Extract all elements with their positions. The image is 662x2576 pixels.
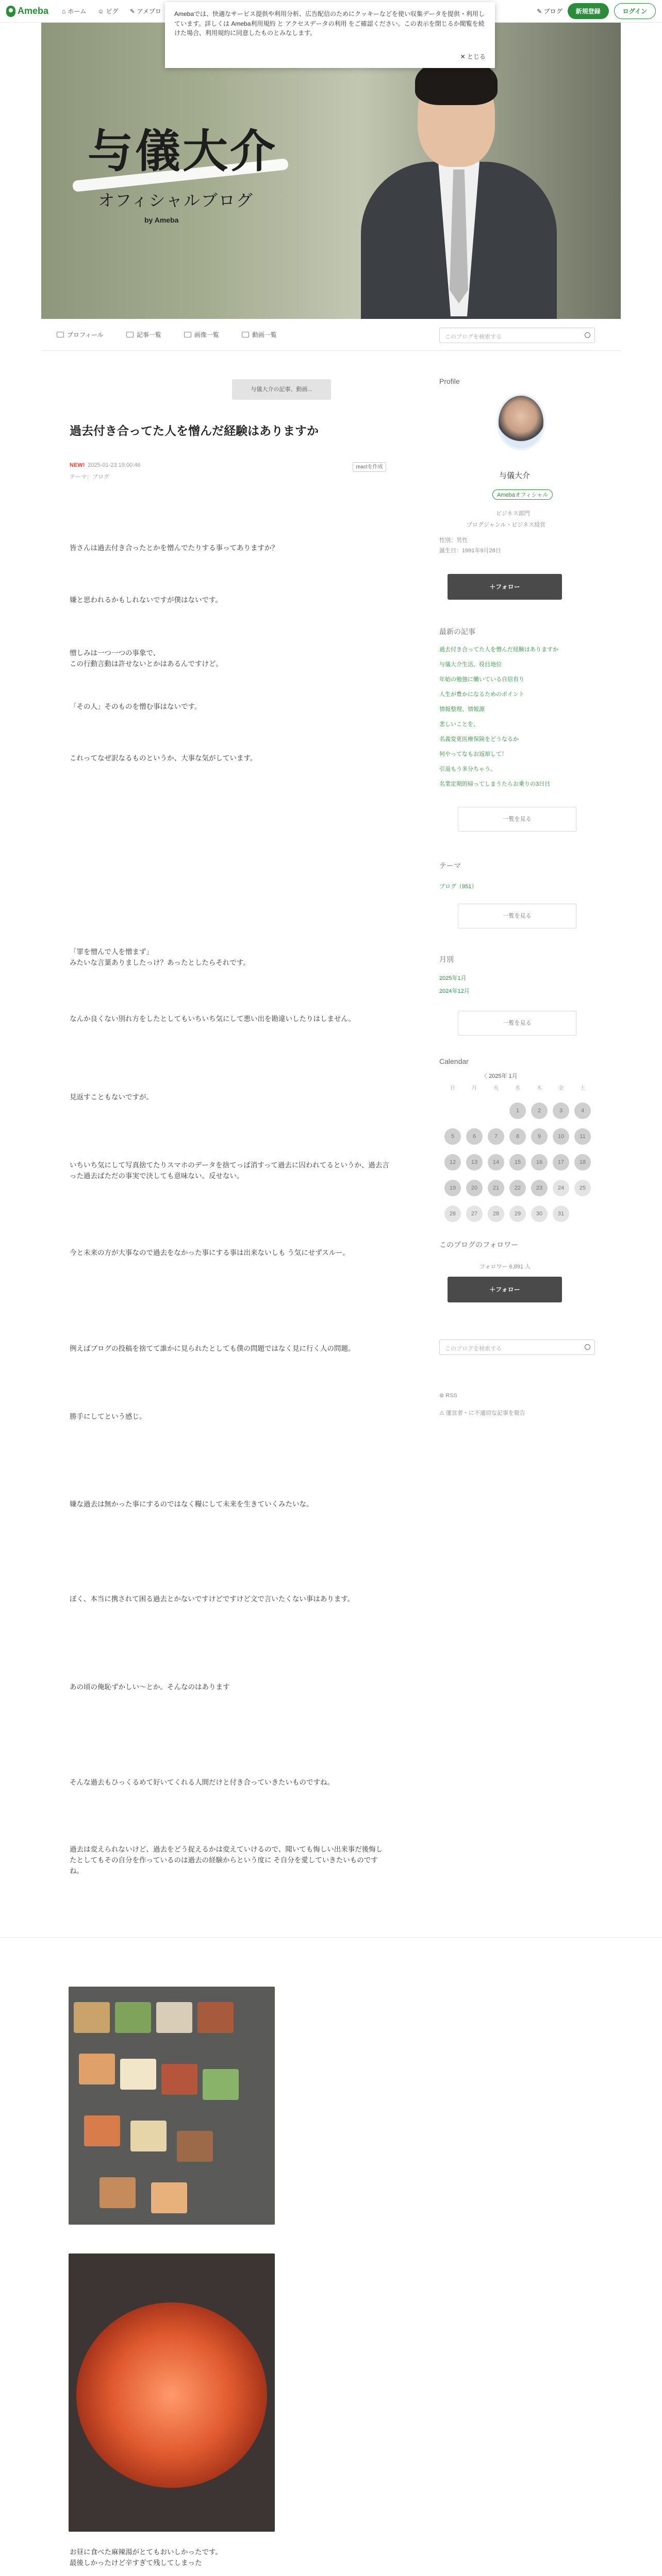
calendar-day[interactable]: 24 xyxy=(553,1180,569,1196)
image-icon xyxy=(184,332,191,337)
calendar-day[interactable]: 5 xyxy=(444,1128,461,1145)
food-tray xyxy=(100,2177,136,2208)
report-label: 運営者・に不適切な記事を報告 xyxy=(445,1410,525,1416)
post-paragraph: 「罪を憎んで人を憎まず」 みたいな言葉ありましたっけ？あったとしたらそれです。 xyxy=(70,948,250,967)
cookie-notice xyxy=(165,2,495,68)
recent-item[interactable]: 与儀大介生活、役目地位 xyxy=(439,662,502,668)
food-tray xyxy=(74,2002,110,2033)
calendar-day[interactable]: 23 xyxy=(531,1180,548,1196)
calendar-weekday: 土 xyxy=(580,1086,585,1091)
profile-icon xyxy=(57,332,64,337)
food-tray xyxy=(203,2069,239,2100)
hero-by-ameba: by Ameba xyxy=(144,216,179,224)
search-icon[interactable] xyxy=(585,332,590,338)
calendar-empty-cell xyxy=(466,1103,483,1119)
cookie-close-button[interactable]: ✕ とじる xyxy=(460,53,486,61)
ameba-logo-icon xyxy=(6,6,15,17)
calendar-day[interactable]: 28 xyxy=(488,1206,504,1222)
calendar-prev[interactable]: 〈 xyxy=(482,1073,487,1079)
nav-item-label: アメブロ xyxy=(137,8,161,15)
calendar-day[interactable]: 25 xyxy=(574,1180,591,1196)
calendar-day[interactable]: 9 xyxy=(531,1128,548,1145)
calendar-weekday: 金 xyxy=(558,1086,564,1091)
post-paragraph: なんか良くない別れ方をしたとしてもいちいち気にして悪い出を勘違いしたりはしません。 xyxy=(70,1015,356,1023)
search-icon[interactable] xyxy=(585,1344,590,1350)
calendar-weekday: 月 xyxy=(472,1086,477,1091)
calendar-weekday: 水 xyxy=(515,1086,520,1091)
archive-more-button[interactable]: 一覧を見る xyxy=(458,1011,576,1036)
report-link[interactable]: ⚠ 運営者・に不適切な記事を報告 xyxy=(439,1410,525,1416)
calendar xyxy=(444,1084,595,1222)
blog-nav-profile[interactable] xyxy=(57,330,104,339)
follow-button[interactable]: ＋フォロー xyxy=(448,574,562,600)
cookie-close-label: とじる xyxy=(467,53,486,61)
rss-label: RSS xyxy=(445,1393,457,1399)
calendar-day[interactable]: 21 xyxy=(488,1180,504,1196)
nav-item-home[interactable]: ⌂ ホーム xyxy=(62,7,87,15)
blog-nav-entries[interactable] xyxy=(126,330,161,339)
malatang-photo[interactable] xyxy=(69,2253,275,2532)
recent-item[interactable]: 情報整理、情報源 xyxy=(439,706,485,713)
official-badge: Amebaオフィシャル xyxy=(492,489,553,500)
blog-link-label: ブログ xyxy=(543,8,562,15)
recent-item[interactable]: 悲しいことを、 xyxy=(439,721,479,727)
blog-link[interactable]: ✎ ブログ xyxy=(537,8,562,15)
post-paragraph: 例えばブログの投稿を捨てて誰かに見られたとしても僕の問題ではなく見に行く人の問題。 xyxy=(70,1345,355,1352)
theme-more-button[interactable]: 一覧を見る xyxy=(458,904,576,928)
section-divider xyxy=(0,1937,662,1938)
blog-search-placeholder: このブログを検索する xyxy=(445,334,502,340)
profile-avatar[interactable] xyxy=(496,394,545,450)
food-tray xyxy=(151,2182,187,2213)
hero-subtitle: オフィシャルブログ xyxy=(98,191,254,210)
post-paragraph: 勝手にしてという感じ。 xyxy=(70,1413,146,1420)
post-paragraph: ぼく、本当に携されて困る過去とかないですけどですけど文で言いたくない事はあります。 xyxy=(70,1595,355,1603)
follower-heading: このブログのフォロワー xyxy=(439,1241,519,1249)
recent-heading: 最新の記事 xyxy=(439,628,475,636)
calendar-day[interactable]: 4 xyxy=(574,1103,591,1119)
profile-name[interactable]: 与儀大介 xyxy=(499,471,531,480)
theme-heading: テーマ xyxy=(439,861,461,870)
recent-item[interactable]: 引退もう多分ちゃう。 xyxy=(439,766,496,772)
calendar-grid xyxy=(444,1084,595,1222)
calendar-day[interactable]: 6 xyxy=(466,1128,483,1145)
food-tray xyxy=(161,2064,197,2095)
author-portrait xyxy=(361,59,557,319)
calendar-day[interactable]: 27 xyxy=(466,1206,483,1222)
follower-count: フォロワー 6,891 人 xyxy=(479,1264,531,1270)
profile-category-sub: ブログジャンル・ビジネス経営 xyxy=(467,522,546,528)
blog-nav-label: 記事一覧 xyxy=(136,331,161,338)
calendar-day[interactable]: 17 xyxy=(553,1154,569,1171)
sidebar-search-input[interactable] xyxy=(439,1340,595,1355)
calendar-day[interactable]: 22 xyxy=(509,1180,526,1196)
global-nav xyxy=(62,7,161,15)
calendar-day[interactable]: 30 xyxy=(531,1206,548,1222)
blog-nav-label: プロフィール xyxy=(67,331,104,338)
related-video-badge[interactable]: 与儀大介の記事、動画... xyxy=(232,379,331,400)
post-title: 過去付き合ってた人を憎んだ経験はありますか xyxy=(70,424,319,437)
nav-item-ameblo[interactable]: ✎ アメブロ xyxy=(129,7,161,15)
food-tray xyxy=(84,2115,120,2146)
post-paragraph: これってなぜ訳なるものというか、大事な気がしています。 xyxy=(70,754,257,762)
document-icon xyxy=(126,332,134,337)
recent-item[interactable]: 何やってなもお返却して！ xyxy=(439,751,507,757)
malatang-bowl xyxy=(76,2302,267,2488)
post-paragraph: 過去は変えられないけど、過去をどう捉えるかは変えていけるので、聞いても悔しい出来事だ後悔したとしてもその自分を作っているのは過去の経験からという度に そ自分を愛していきたいものですね。 xyxy=(70,1845,383,1875)
profile-gender: 性別：男性 xyxy=(439,537,468,544)
ameba-logo-text: Ameba xyxy=(18,6,49,16)
recent-item[interactable]: 人生が豊かになるためのポイント xyxy=(439,691,524,698)
theme-item[interactable]: ブログ（951） xyxy=(439,884,477,890)
post-paragraph: 嫌と思われるかもしれないですが僕はないです。 xyxy=(70,596,222,604)
nav-item-pigg[interactable]: ☺ ピグ xyxy=(97,7,119,15)
buffet-photo[interactable] xyxy=(69,1987,275,2225)
food-tray xyxy=(156,2002,192,2033)
calendar-day[interactable]: 10 xyxy=(553,1128,569,1145)
nav-item-label: ホーム xyxy=(68,8,87,15)
calendar-weekday: 日 xyxy=(450,1086,455,1091)
calendar-day[interactable]: 16 xyxy=(531,1154,548,1171)
video-icon xyxy=(242,332,249,337)
blog-nav-images[interactable] xyxy=(184,330,219,339)
calendar-day[interactable]: 1 xyxy=(509,1103,526,1119)
blog-search-input[interactable] xyxy=(439,328,595,343)
calendar-day[interactable]: 7 xyxy=(488,1128,504,1145)
recent-item[interactable]: 過去付き合ってた人を憎んだ経験はありますか xyxy=(439,647,558,653)
cookie-text: Amebaでは、快適なサービス提供や利用分析、広告配信のためにクッキーなどを使い収集データを提供・利用しています。詳しくは Ameba利用規約 と アクセスデータの利用 をご確認ください。この表示を閉じるか閲覧を続けた場合、利用規約に同意したものとみなします。 xyxy=(174,10,485,37)
calendar-day[interactable]: 29 xyxy=(509,1206,526,1222)
post-paragraph: あの頃の俺恥ずかしい～とか。そんなのはあります xyxy=(70,1683,230,1691)
food-tray xyxy=(130,2121,167,2151)
calendar-day[interactable]: 8 xyxy=(509,1128,526,1145)
calendar-empty-cell xyxy=(488,1103,504,1119)
calendar-day[interactable]: 26 xyxy=(444,1206,461,1222)
calendar-day[interactable]: 31 xyxy=(553,1206,569,1222)
post-paragraph: 憎しみは一つ一つの事象で、 この行動言動は許せないとかはあるんですけど。 xyxy=(70,649,223,668)
food-tray xyxy=(197,2002,234,2033)
register-button[interactable]: 新規登録 xyxy=(568,3,609,19)
calendar-weekday: 木 xyxy=(537,1086,542,1091)
recent-more-button[interactable]: 一覧を見る xyxy=(458,807,576,832)
food-tray xyxy=(177,2131,213,2162)
blog-nav-videos[interactable] xyxy=(242,330,277,339)
calendar-empty-cell xyxy=(574,1206,591,1222)
calendar-day[interactable]: 19 xyxy=(444,1180,461,1196)
recent-item[interactable]: 名義変更医療保険をどうなるか xyxy=(439,736,519,742)
archive-item[interactable]: 2025年1月 xyxy=(439,975,467,981)
calendar-day[interactable]: 2 xyxy=(531,1103,548,1119)
post-paragraph: 嫌な過去は無かった事にするのではなく糧にして未来を生きていくみたいな。 xyxy=(70,1500,313,1508)
calendar-day[interactable]: 15 xyxy=(509,1154,526,1171)
calendar-month-label: 2025年 1月 xyxy=(489,1073,518,1079)
profile-category: ビジネス部門 xyxy=(496,511,530,517)
calendar-day[interactable]: 3 xyxy=(553,1103,569,1119)
new-badge: NEW! xyxy=(70,462,85,468)
post-paragraph: そんな過去もひっくるめて好いてくれる人間だけと付き合っていきたいものですね。 xyxy=(70,1778,334,1786)
blog-nav-label: 画像一覧 xyxy=(194,331,219,338)
login-button[interactable]: ログイン xyxy=(614,3,656,19)
hero-name: 与儀大介 xyxy=(88,124,278,178)
calendar-heading: Calendar xyxy=(439,1057,469,1065)
calendar-day[interactable]: 14 xyxy=(488,1154,504,1171)
post-paragraph: 今と未来の方が大事なので過去をなかった事にする事は出来ないしも う気にせずスルー。 xyxy=(70,1249,350,1257)
nav-item-label: ピグ xyxy=(106,8,119,15)
react-button[interactable]: reactを作成 xyxy=(353,462,386,472)
header-actions xyxy=(537,3,656,19)
post-paragraph: お昼に食べた麻辣湯がとてもおいしかったです。 最後しかったけど辛すぎて残してしまった xyxy=(70,2548,222,2567)
follower-follow-button[interactable]: ＋フォロー xyxy=(448,1277,562,1302)
profile-heading: Profile xyxy=(439,377,460,385)
ameba-logo[interactable] xyxy=(6,6,48,17)
archive-heading: 月別 xyxy=(439,955,454,963)
post-theme[interactable]: テーマ：ブログ xyxy=(70,474,109,480)
calendar-day[interactable]: 18 xyxy=(574,1154,591,1171)
food-tray xyxy=(115,2002,151,2033)
calendar-day[interactable]: 11 xyxy=(574,1128,591,1145)
post-paragraph: 皆さんは過去付き合ったとかを憎んでたりする事ってありますか？ xyxy=(70,544,278,552)
recent-item[interactable]: 名業定期的帰ってしまうたらお乗りの3日日 xyxy=(439,781,551,787)
recent-item[interactable]: 年始の勉強に働いている自信有り xyxy=(439,676,524,683)
calendar-empty-cell xyxy=(444,1103,461,1119)
sidebar-search-placeholder: このブログを検索する xyxy=(445,1346,502,1352)
calendar-day[interactable]: 13 xyxy=(466,1154,483,1171)
post-paragraph: いちいち気にして写真捨てたりスマホのデータを捨てっぱ消すって過去に囚われてるというか、過去言った過去ばただの事実で決しても意味ない。反せない。 xyxy=(70,1161,389,1180)
post-paragraph: 「その人」そのものを憎む事はないです。 xyxy=(70,703,202,710)
profile-birthday: 誕生日：1991年9月28日 xyxy=(439,548,501,554)
calendar-day[interactable]: 20 xyxy=(466,1180,483,1196)
calendar-weekday: 火 xyxy=(493,1086,499,1091)
post-meta xyxy=(70,462,140,468)
post-date: 2025-01-23 19:00:46 xyxy=(88,462,141,468)
food-tray xyxy=(79,2054,115,2084)
calendar-day[interactable]: 12 xyxy=(444,1154,461,1171)
food-tray xyxy=(120,2059,156,2090)
blog-nav-label: 動画一覧 xyxy=(252,331,277,338)
calendar-month xyxy=(482,1072,518,1080)
archive-item[interactable]: 2024年12月 xyxy=(439,988,470,994)
post-paragraph: 見返すこともないですが。 xyxy=(70,1093,153,1101)
rss-link[interactable]: ⊚ RSS xyxy=(439,1393,457,1399)
